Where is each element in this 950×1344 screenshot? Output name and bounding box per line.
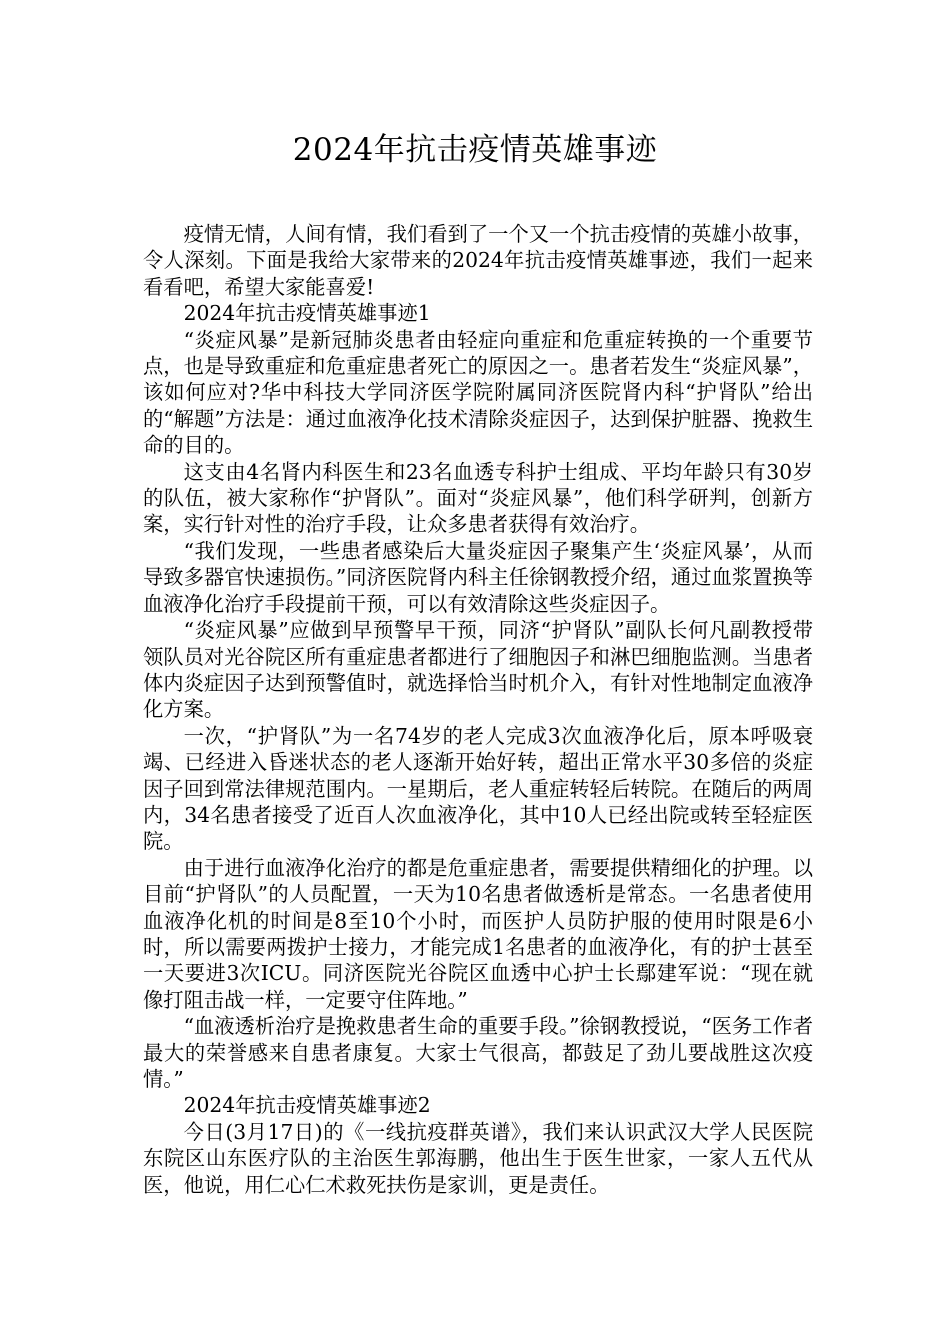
body-paragraph: 由于进行血液净化治疗的都是危重症患者，需要提供精细化的护理。以目前“护肾队”的人员配置，一天为10名患者做透析是常态。一名患者使用血液净化机的时间是8至10个小时，而医护人员防护服的使用时限是6小时，所以需要两拨护士接力，才能完成1名患者的血液净化，有的护士甚至一天要进3次ICU。同济医院光谷院区血透中心护士长鄢建军说：“现在就像打阻击战一样，一定要守住阵地。” (143, 855, 813, 1012)
section-heading-2: 2024年抗击疫情英雄事迹2 (183, 1093, 431, 1118)
intro-paragraph: 疫情无情，人间有情，我们看到了一个又一个抗击疫情的英雄小故事，令人深刻。下面是我给大家带来的2024年抗击疫情英雄事迹，我们一起来看看吧，希望大家能喜爱! (143, 222, 813, 299)
body-paragraph: “炎症风暴”是新冠肺炎患者由轻症向重症和危重症转换的一个重要节点，也是导致重症和危重症患者死亡的原因之一。患者若发生“炎症风暴”，该如何应对?华中科技大学同济医学院附属同济医院肾内科“护肾队”给出的“解题”方法是：通过血液净化技术清除炎症因子，达到保护脏器、挽救生命的目的。 (143, 327, 813, 458)
body-paragraph: “血液透析治疗是挽救患者生命的重要手段。”徐钢教授说，“医务工作者最大的荣誉感来自患者康复。大家士气很高，都鼓足了劲儿要战胜这次疫情。” (143, 1014, 813, 1091)
body-paragraph: “炎症风暴”应做到早预警早干预，同济“护肾队”副队长何凡副教授带领队员对光谷院区所有重症患者都进行了细胞因子和淋巴细胞监测。当患者体内炎症因子达到预警值时，就选择恰当时机介入，有针对性地制定血液净化方案。 (143, 618, 813, 722)
body-paragraph: “我们发现，一些患者感染后大量炎症因子聚集产生‘炎症风暴’，从而导致多器官快速损伤。”同济医院肾内科主任徐钢教授介绍，通过血浆置换等血液净化治疗手段提前干预，可以有效清除这些炎症因子。 (143, 538, 813, 616)
section-heading-1: 2024年抗击疫情英雄事迹1 (183, 301, 431, 326)
body-paragraph: 一次，“护肾队”为一名74岁的老人完成3次血液净化后，原本呼吸衰竭、已经进入昏迷状态的老人逐渐开始好转，超出正常水平30多倍的炎症因子回到常法律规范围内。一星期后，老人重症转轻后转院。在随后的两周内，34名患者接受了近百人次血液净化，其中10人已经出院或转至轻症医院。 (143, 723, 813, 854)
body-paragraph: 这支由4名肾内科医生和23名血透专科护士组成、平均年龄只有30岁的队伍，被大家称作“护肾队”。面对“炎症风暴”，他们科学研判，创新方案，实行针对性的治疗手段，让众多患者获得有效治疗。 (143, 459, 813, 537)
document-title: 2024年抗击疫情英雄事迹 (292, 132, 658, 168)
body-paragraph: 今日(3月17日)的《一线抗疫群英谱》，我们来认识武汉大学人民医院东院区山东医疗队的主治医生郭海鹏，他出生于医生世家，一家人五代从医，他说，用仁心仁术救死扶伤是家训，更是责任。 (143, 1119, 813, 1197)
document-body (143, 221, 813, 1198)
